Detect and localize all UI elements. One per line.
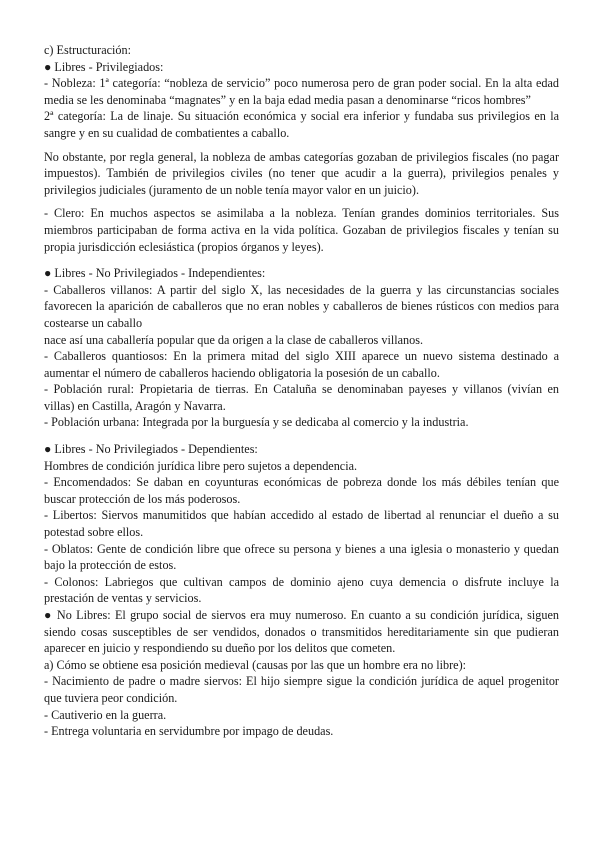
libertos: - Libertos: Siervos manumitidos que habían accedido al estado de libertad al renunciar el dueño a su potestad sobre ellos. [44,508,559,540]
colonos: - Colonos: Labriegos que cultivan campos de dominio ajeno cuya demencia o disfrute incluye la prestación de ventas y servicios. [44,574,559,606]
nobleza-segunda-categoria: 2ª categoría: La de linaje. Su situación económica y social era inferior y fundaba sus privilegios en la sangre y en su cualidad de combatientes a caballo. [44,109,559,140]
encomendados: - Encomendados: Se daban en coyunturas económicas de pobreza donde los más débiles tenían que buscar protección de los más poderosos. [44,475,559,506]
spacer [44,198,559,205]
dependientes-intro: Hombres de condición jurídica libre pero sujetos a dependencia. [44,458,358,473]
clero-paragraph: - Clero: En muchos aspectos se asimilaba a la nobleza. Tenían grandes dominios territoriales. Sus miembros participaban de forma activa en la vida política. Gozaban de privilegios fiscales y tenían su propia jurisdicción eclesiástica (propios órganos y leyes). [44,206,559,254]
libres-privilegiados-heading: ● Libres - Privilegiados: [44,59,164,74]
cautiverio-guerra: - Cautiverio en la guerra. [44,707,167,722]
entrega-voluntaria: - Entrega voluntaria en servidumbre por impago de deudas. [44,724,334,739]
no-libres-intro: ● No Libres: El grupo social de siervos era muy numeroso. En cuanto a su condición jurídica, siguen siendo cosas susceptibles de ser vendidos, donados o transmitidos hereditariamente sin que pudieran aparecer en juicio y respondiendo su dueño por los delitos que cometen. [44,608,559,656]
spacer [44,142,559,149]
libres-independientes-heading: ● Libres - No Privilegiados - Independientes: [44,266,266,281]
poblacion-rural: - Población rural: Propietaria de tierras. En Cataluña se denominaban payeses y villanos (vivían en villas) en Castilla, Aragón y Navarra. [44,382,559,413]
nobleza-primera-categoria: - Nobleza: 1ª categoría: “nobleza de servicio” poco numerosa pero de gran poder social. En la alta edad media se les denominaba “magnates” y en la baja edad media pasan a denominarse “ricos hombres” [44,76,559,107]
spacer [44,431,559,441]
spacer [44,255,559,265]
nobleza-privilegios: No obstante, por regla general, la nobleza de ambas categorías gozaban de privilegios fiscales (no pagar impuestos). También de privilegios civiles (no tener que acudir a la guerra), privilegios penales y privilegios judiciales (juramento de un noble tenía mayor valor en un juicio). [44,149,559,197]
caballeros-villanos: - Caballeros villanos: A partir del siglo X, las necesidades de la guerra y las circunstancias sociales favorecen la aparición de caballeros que no eran nobles y caballeros de bienes rústicos con medios para costearse un caballo [44,282,559,330]
caballeria-popular: nace así una caballería popular que da origen a la clase de caballeros villanos. [44,332,423,347]
libres-dependientes-heading: ● Libres - No Privilegiados - Dependientes: [44,442,258,457]
poblacion-urbana: - Población urbana: Integrada por la burguesía y se dedicaba al comercio y la industria. [44,415,469,430]
oblatos: - Oblatos: Gente de condición libre que ofrece su persona y bienes a una iglesia o monasterio y quedan bajo la protección de estos. [44,541,559,573]
nacimiento-siervos: - Nacimiento de padre o madre siervos: El hijo siempre sigue la condición jurídica de aquel progenitor que tuviera peor condición. [44,674,559,705]
no-libres-causas-heading: a) Cómo se obtiene esa posición medieval (causas por las que un hombre era no libre): [44,657,467,672]
section-heading: c) Estructuración: [44,43,131,57]
document-body [44,42,559,740]
caballeros-cuantiosos: - Caballeros quantiosos: En la primera mitad del siglo XIII aparece un nuevo sistema destinado a aumentar el número de caballeros haciendo obligatoria la posesión de un caballo. [44,349,559,380]
